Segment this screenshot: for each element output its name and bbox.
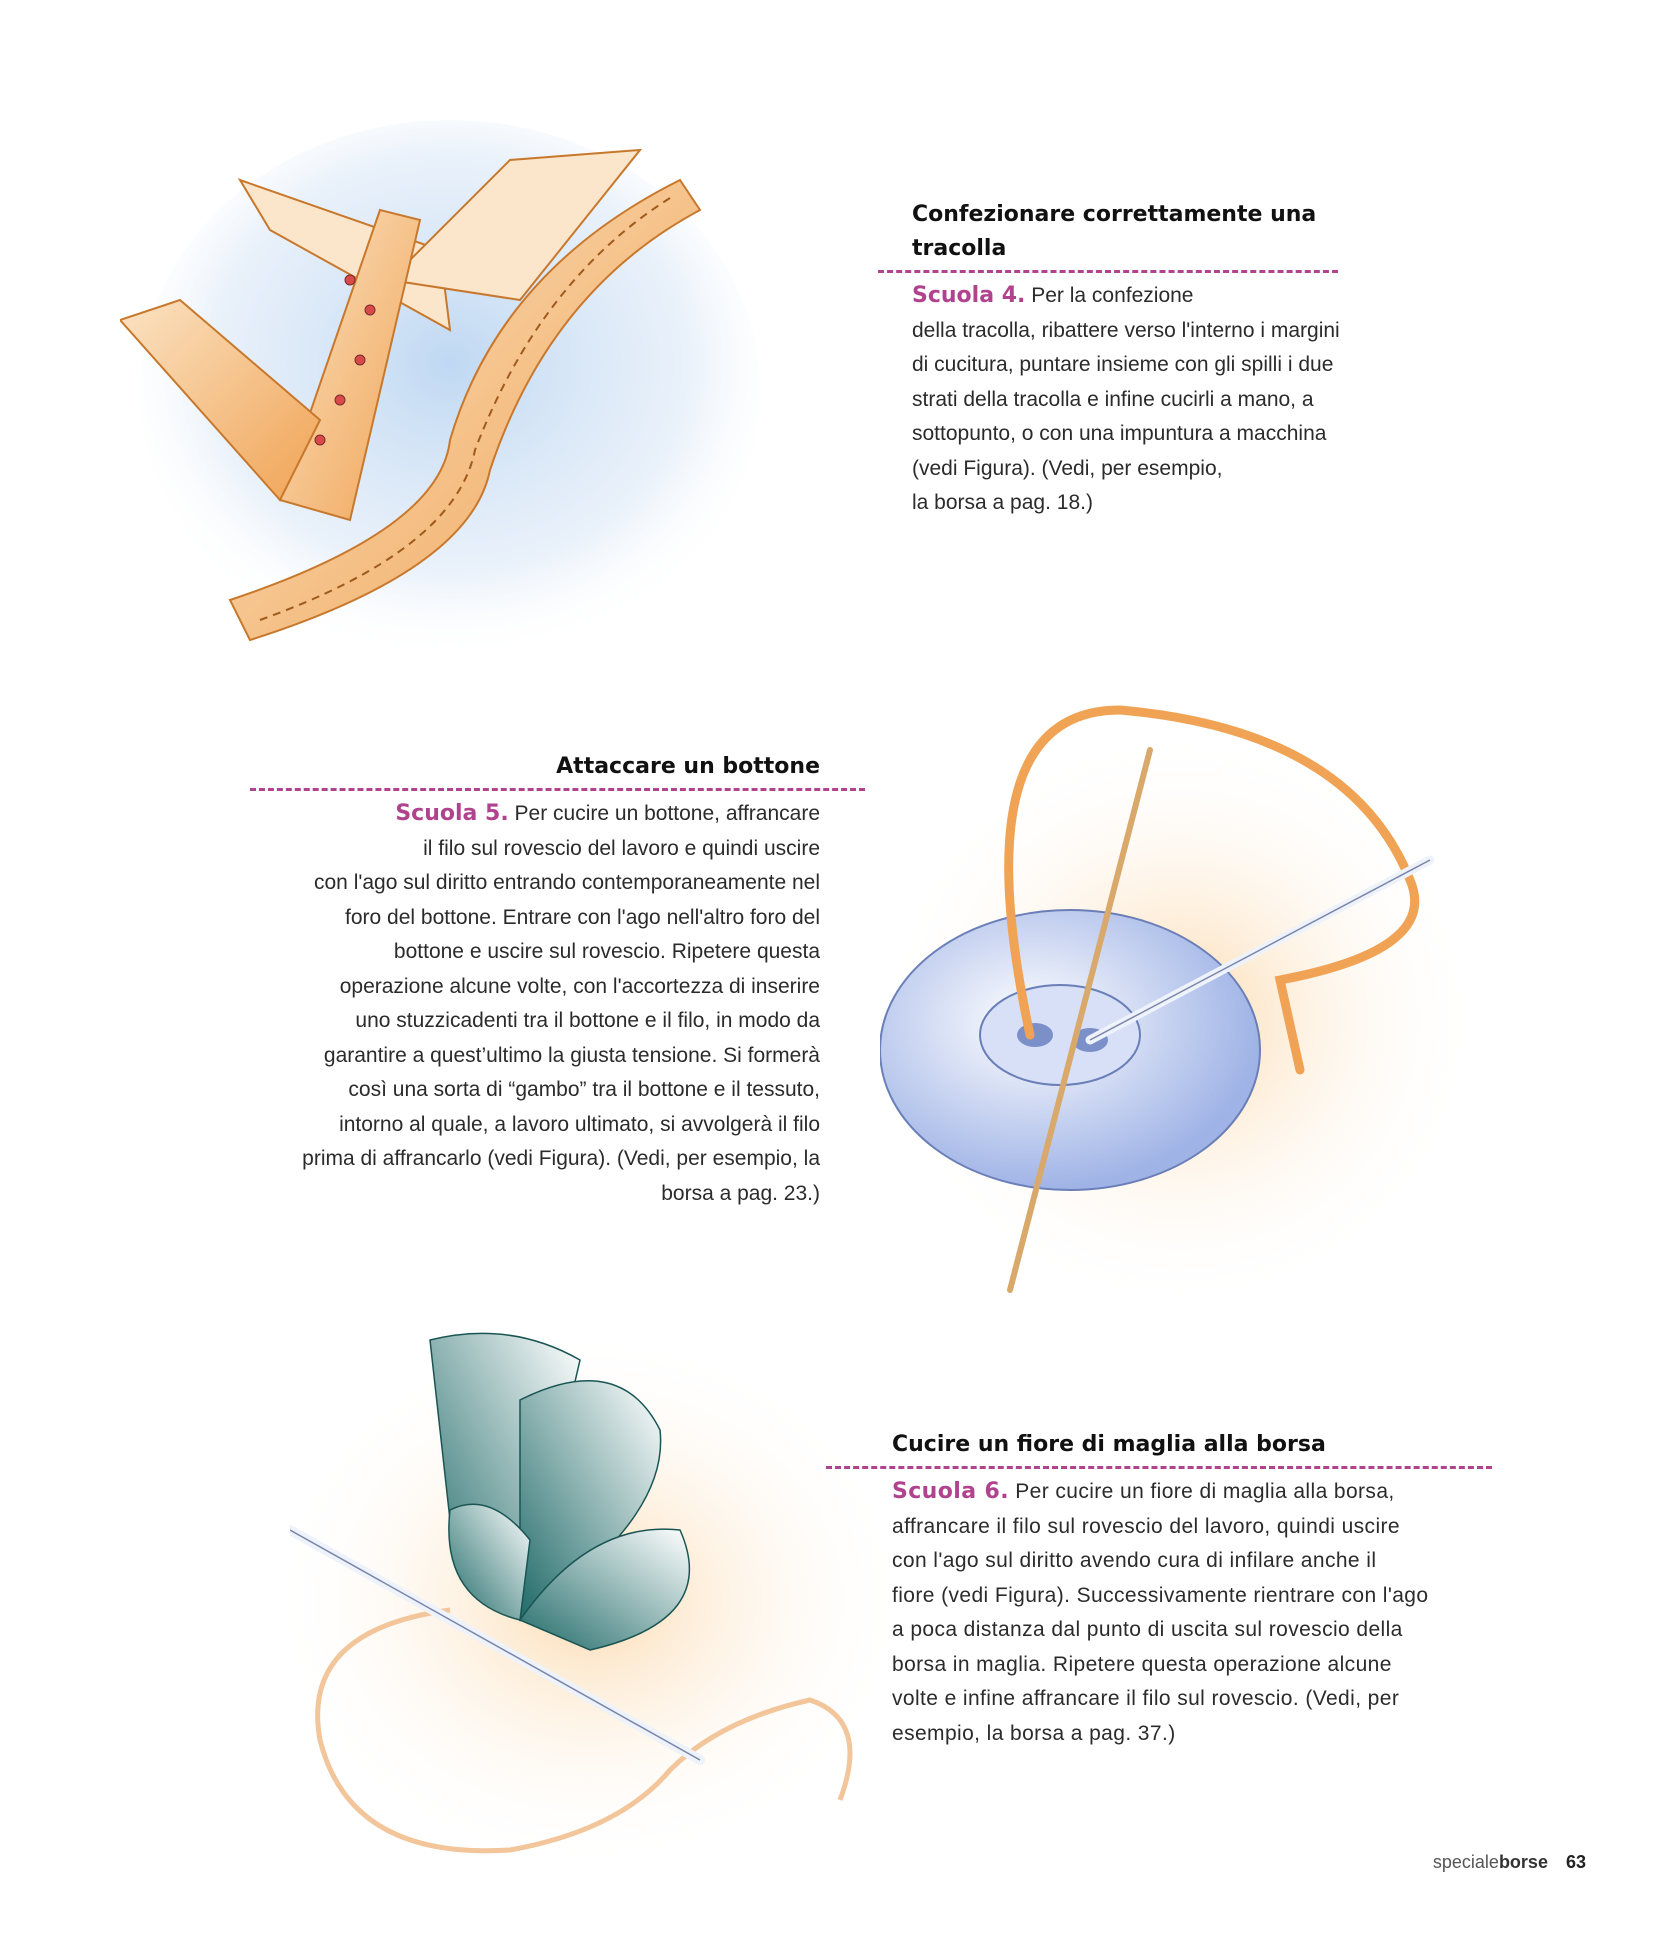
body-line: Per la confezione xyxy=(1031,284,1194,307)
brand-bold: borse xyxy=(1498,1852,1548,1872)
section-heading: Confezionare correttamente una tracolla xyxy=(912,202,1317,261)
body-line: intorno al quale, a lavoro ultimato, si avvolgerà il filo xyxy=(339,1112,820,1136)
scuola-label: Scuola 6. xyxy=(892,1479,1009,1504)
page-folio xyxy=(1433,1852,1586,1873)
body-line: borsa in maglia. Ripetere questa operazione alcune xyxy=(892,1652,1392,1676)
section-body xyxy=(912,279,1372,521)
body-line: della tracolla, ribattere verso l'interno i margini xyxy=(912,318,1340,342)
body-line: affrancare il filo sul rovescio del lavoro, quindi uscire xyxy=(892,1514,1400,1538)
flower-illustration xyxy=(290,1320,930,1880)
body-line: il filo sul rovescio del lavoro e quindi uscire xyxy=(423,836,820,860)
section-heading: Attaccare un bottone xyxy=(556,754,820,779)
body-line: a poca distanza dal punto di uscita sul rovescio della xyxy=(892,1618,1403,1641)
brand-light: speciale xyxy=(1432,1852,1499,1872)
section-body xyxy=(892,1475,1512,1751)
section-body xyxy=(250,797,820,1211)
scuola-label: Scuola 5. xyxy=(395,801,509,826)
scuola-label: Scuola 4. xyxy=(912,283,1026,308)
section-fiore xyxy=(892,1428,1512,1751)
body-line: fiore (vedi Figura). Successivamente rientrare con l'ago xyxy=(892,1583,1429,1607)
page-number: 63 xyxy=(1565,1852,1586,1872)
body-line: la borsa a pag. 18.) xyxy=(912,491,1093,514)
body-line: (vedi Figura). (Vedi, per esempio, xyxy=(912,456,1223,480)
body-line: esempio, la borsa a pag. 37.) xyxy=(892,1721,1176,1745)
dashed-rule xyxy=(826,1466,1492,1469)
body-line: così una sorta di “gambo” tra il bottone e il tessuto, xyxy=(348,1078,820,1101)
dashed-rule xyxy=(878,270,1338,273)
body-line: Per cucire un bottone, affrancare xyxy=(514,802,820,825)
body-line: operazione alcune volte, con l'accortezza di inserire xyxy=(339,974,820,998)
section-tracolla xyxy=(912,198,1372,521)
body-line: di cucitura, puntare insieme con gli spilli i due xyxy=(912,353,1334,376)
dashed-rule xyxy=(250,788,865,791)
body-line: borsa a pag. 23.) xyxy=(661,1181,820,1205)
body-line: Per cucire un fiore di maglia alla borsa, xyxy=(1015,1480,1395,1503)
section-bottone xyxy=(250,750,820,1211)
strap-illustration xyxy=(120,120,760,680)
body-line: con l'ago sul diritto entrando contemporaneamente nel xyxy=(314,871,820,894)
body-line: prima di affrancarlo (vedi Figura). (Vedi, per esempio, la xyxy=(302,1147,820,1170)
body-line: garantire a quest’ultimo la giusta tensione. Si formerà xyxy=(323,1043,820,1067)
body-line: uno stuzzicadenti tra il bottone e il filo, in modo da xyxy=(355,1009,820,1032)
body-line: con l'ago sul diritto avendo cura di infilare anche il xyxy=(892,1549,1377,1572)
body-line: sottopunto, o con una impuntura a macchina xyxy=(912,422,1327,445)
body-line: strati della tracolla e infine cucirli a mano, a xyxy=(912,387,1314,411)
body-line: foro del bottone. Entrare con l'ago nell'altro foro del xyxy=(345,905,820,929)
button-illustration xyxy=(880,690,1480,1310)
section-heading: Cucire un fiore di maglia alla borsa xyxy=(892,1432,1326,1457)
body-line: volte e infine affrancare il filo sul rovescio. (Vedi, per xyxy=(892,1687,1400,1710)
body-line: bottone e uscire sul rovescio. Ripetere questa xyxy=(393,940,820,963)
